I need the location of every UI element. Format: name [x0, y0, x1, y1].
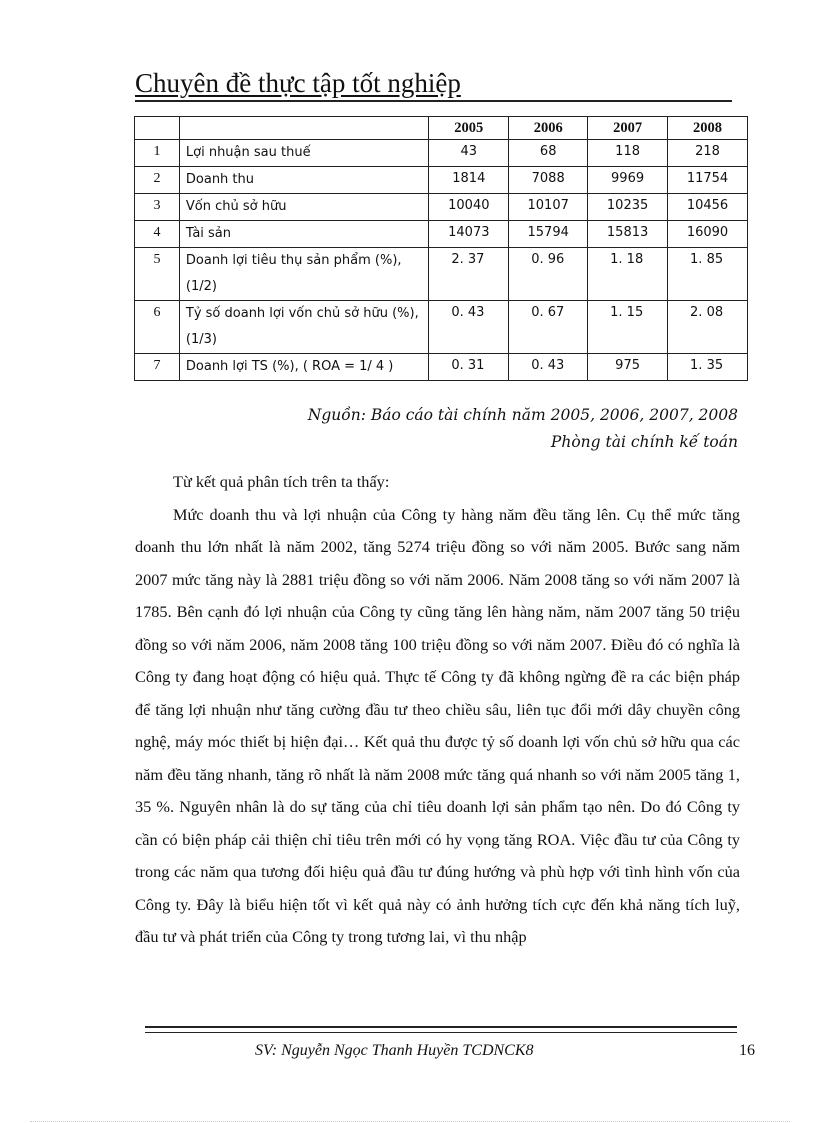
table-cell: 0. 31 — [429, 354, 509, 381]
table-cell: 7088 — [509, 167, 588, 194]
row-label: Tài sản — [179, 221, 428, 248]
table-cell: 0. 96 — [509, 248, 588, 301]
table-row — [135, 221, 748, 248]
table-cell: 10456 — [668, 194, 748, 221]
row-label: Doanh lợi TS (%), ( ROA = 1/ 4 ) — [179, 354, 428, 381]
page-number: 16 — [739, 1042, 755, 1059]
table-cell: 0. 43 — [429, 301, 509, 354]
table-cell: 1. 18 — [588, 248, 668, 301]
table-cell: 14073 — [429, 221, 509, 248]
row-number: 5 — [135, 248, 180, 301]
column-header: 2007 — [588, 117, 668, 140]
table-row — [135, 301, 748, 354]
table-cell: 218 — [668, 140, 748, 167]
column-header — [179, 117, 428, 140]
row-label: Doanh thu — [179, 167, 428, 194]
row-number: 7 — [135, 354, 180, 381]
table-row — [135, 167, 748, 194]
table-cell: 2. 08 — [668, 301, 748, 354]
table-cell: 0. 43 — [509, 354, 588, 381]
row-number: 2 — [135, 167, 180, 194]
column-header: 2006 — [509, 117, 588, 140]
table-cell: 16090 — [668, 221, 748, 248]
table-cell: 118 — [588, 140, 668, 167]
table-source — [308, 402, 738, 456]
body-text — [135, 466, 740, 954]
column-header: 2005 — [429, 117, 509, 140]
row-label: Doanh lợi tiêu thụ sản phẩm (%), (1/2) — [179, 248, 428, 301]
intro-paragraph: Từ kết quả phân tích trên ta thấy: — [173, 472, 390, 491]
row-number: 6 — [135, 301, 180, 354]
table-cell: 10107 — [509, 194, 588, 221]
table-cell: 68 — [509, 140, 588, 167]
page-title: Chuyên đề thực tập tốt nghiệp — [135, 68, 461, 98]
table-cell: 1. 35 — [668, 354, 748, 381]
table-cell: 2. 37 — [429, 248, 509, 301]
row-label: Vốn chủ sở hữu — [179, 194, 428, 221]
page-footer — [145, 1042, 755, 1066]
table-row — [135, 140, 748, 167]
analysis-paragraph: Mức doanh thu và lợi nhuận của Công ty hàng năm đều tăng lên. Cụ thể mức tăng doanh thu lớn nhất là năm 2002, tăng 5274 triệu đồng so với năm 2005. Bước sang năm 2007 mức tăng này là 2881 triệu đồng so với năm 2006. Năm 2008 tăng so với năm 2007 là 1785. Bên cạnh đó lợi nhuận của Công ty cũng tăng lên hàng năm, năm 2007 tăng 50 triệu đồng so với năm 2006, năm 2008 tăng 100 triệu đồng so với năm 2007. Điều đó có nghĩa là Công ty đang hoạt động có hiệu quả. Thực tế Công ty đã không ngừng đề ra các biện pháp để tăng lợi nhuận như tăng cường đầu tư theo chiều sâu, liên tục đổi mới dây chuyền công nghệ, máy móc thiết bị hiện đại… Kết quả thu được tỷ số doanh lợi vốn chủ sở hữu qua các năm đều tăng nhanh, tăng rõ nhất là năm 2008 mức tăng quá nhanh so với năm 2005 tăng 1, 35 %. Nguyên nhân là do sự tăng của chỉ tiêu doanh lợi sản phẩm tạo nên. Do đó Công ty cần có biện pháp cải thiện chỉ tiêu trên mới có hy vọng tăng ROA. Việc đầu tư của Công ty trong các năm qua tương đối hiệu quả đầu tư đúng hướng và phù hợp với tình hình vốn của Công ty. Đây là biểu hiện tốt vì kết quả này có ảnh hưởng tích cực đến khả năng tích luỹ, đầu tư và phát triển của Công ty trong tương lai, vì thu nhập — [135, 504, 740, 946]
row-label: Tỷ số doanh lợi vốn chủ sở hữu (%), (1/3) — [179, 301, 428, 354]
source-department: Phòng tài chính kế toán — [550, 433, 738, 451]
table-cell: 15794 — [509, 221, 588, 248]
table-row — [135, 194, 748, 221]
column-header: 2008 — [668, 117, 748, 140]
table-cell: 9969 — [588, 167, 668, 194]
table-cell: 975 — [588, 354, 668, 381]
footer-divider — [145, 1026, 737, 1033]
table-cell: 15813 — [588, 221, 668, 248]
table-cell: 43 — [429, 140, 509, 167]
row-number: 4 — [135, 221, 180, 248]
table-row — [135, 354, 748, 381]
table-cell: 11754 — [668, 167, 748, 194]
row-number: 1 — [135, 140, 180, 167]
row-label: Lợi nhuận sau thuế — [179, 140, 428, 167]
column-header — [135, 117, 180, 140]
page-header — [135, 66, 732, 102]
table-cell: 10040 — [429, 194, 509, 221]
table-row — [135, 248, 748, 301]
table-cell: 0. 67 — [509, 301, 588, 354]
table-header-row — [135, 117, 748, 140]
table-cell: 10235 — [588, 194, 668, 221]
row-number: 3 — [135, 194, 180, 221]
table-cell: 1. 15 — [588, 301, 668, 354]
table-cell: 1. 85 — [668, 248, 748, 301]
source-line: Nguồn: Báo cáo tài chính năm 2005, 2006, 2007, 2008 — [307, 406, 738, 424]
financial-table — [134, 116, 748, 381]
table-cell: 1814 — [429, 167, 509, 194]
footer-author: SV: Nguyễn Ngọc Thanh Huyền TCDNCK8 — [255, 1042, 534, 1059]
page-edge — [30, 1121, 790, 1122]
